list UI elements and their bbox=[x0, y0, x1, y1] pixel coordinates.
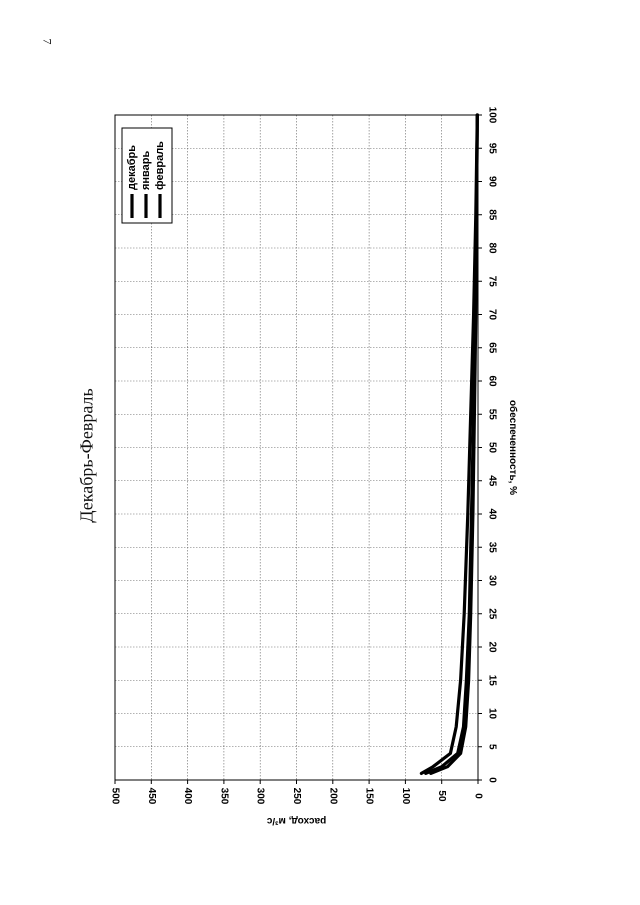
y-tick-label: 250 bbox=[291, 787, 302, 805]
y-tick-label: 200 bbox=[327, 787, 339, 805]
series-layer bbox=[421, 115, 477, 773]
legend-label: декабрь bbox=[126, 145, 138, 190]
legend-label: февраль bbox=[154, 141, 166, 190]
legend bbox=[122, 128, 172, 223]
y-tick-label: 50 bbox=[436, 790, 448, 802]
y-tick-label: 400 bbox=[182, 787, 194, 805]
y-axis-label: расход, м³/с bbox=[266, 815, 327, 826]
x-tick-label: 90 bbox=[486, 175, 498, 188]
x-tick-layer bbox=[478, 107, 498, 784]
x-axis-label: обеспеченность, % bbox=[507, 399, 518, 496]
x-tick-label: 40 bbox=[486, 508, 498, 520]
x-tick-label: 50 bbox=[486, 441, 498, 454]
x-tick-label: 75 bbox=[486, 275, 498, 287]
x-tick-label: 95 bbox=[486, 142, 498, 154]
y-tick-label: 350 bbox=[218, 787, 230, 805]
page-number: 7 bbox=[40, 38, 55, 45]
x-tick-label: 20 bbox=[486, 641, 498, 653]
x-tick-label: 35 bbox=[486, 541, 498, 553]
x-tick-label: 10 bbox=[486, 707, 498, 720]
x-tick-label: 30 bbox=[486, 574, 498, 587]
x-tick-label: 65 bbox=[486, 342, 498, 354]
y-tick-label: 450 bbox=[145, 787, 157, 805]
y-tick-label: 300 bbox=[254, 787, 266, 805]
x-tick-label: 80 bbox=[486, 242, 498, 254]
y-tick-label: 100 bbox=[399, 787, 411, 805]
legend-label: январь bbox=[140, 150, 152, 190]
x-tick-label: 100 bbox=[486, 106, 498, 124]
chart-title: Декабрь-Февраль bbox=[76, 388, 97, 523]
x-tick-label: 15 bbox=[486, 674, 498, 686]
y-tick-label: 500 bbox=[109, 787, 121, 805]
y-tick-layer bbox=[110, 780, 484, 805]
x-tick-label: 55 bbox=[486, 408, 498, 420]
x-tick-label: 70 bbox=[486, 308, 498, 321]
y-tick-label: 150 bbox=[363, 787, 375, 805]
x-tick-label: 45 bbox=[486, 475, 498, 487]
x-tick-label: 0 bbox=[486, 777, 498, 783]
x-tick-label: 85 bbox=[486, 209, 498, 221]
y-tick-label: 0 bbox=[472, 793, 484, 799]
x-tick-label: 5 bbox=[486, 743, 498, 750]
x-tick-label: 25 bbox=[486, 608, 498, 620]
x-tick-label: 60 bbox=[486, 375, 498, 387]
